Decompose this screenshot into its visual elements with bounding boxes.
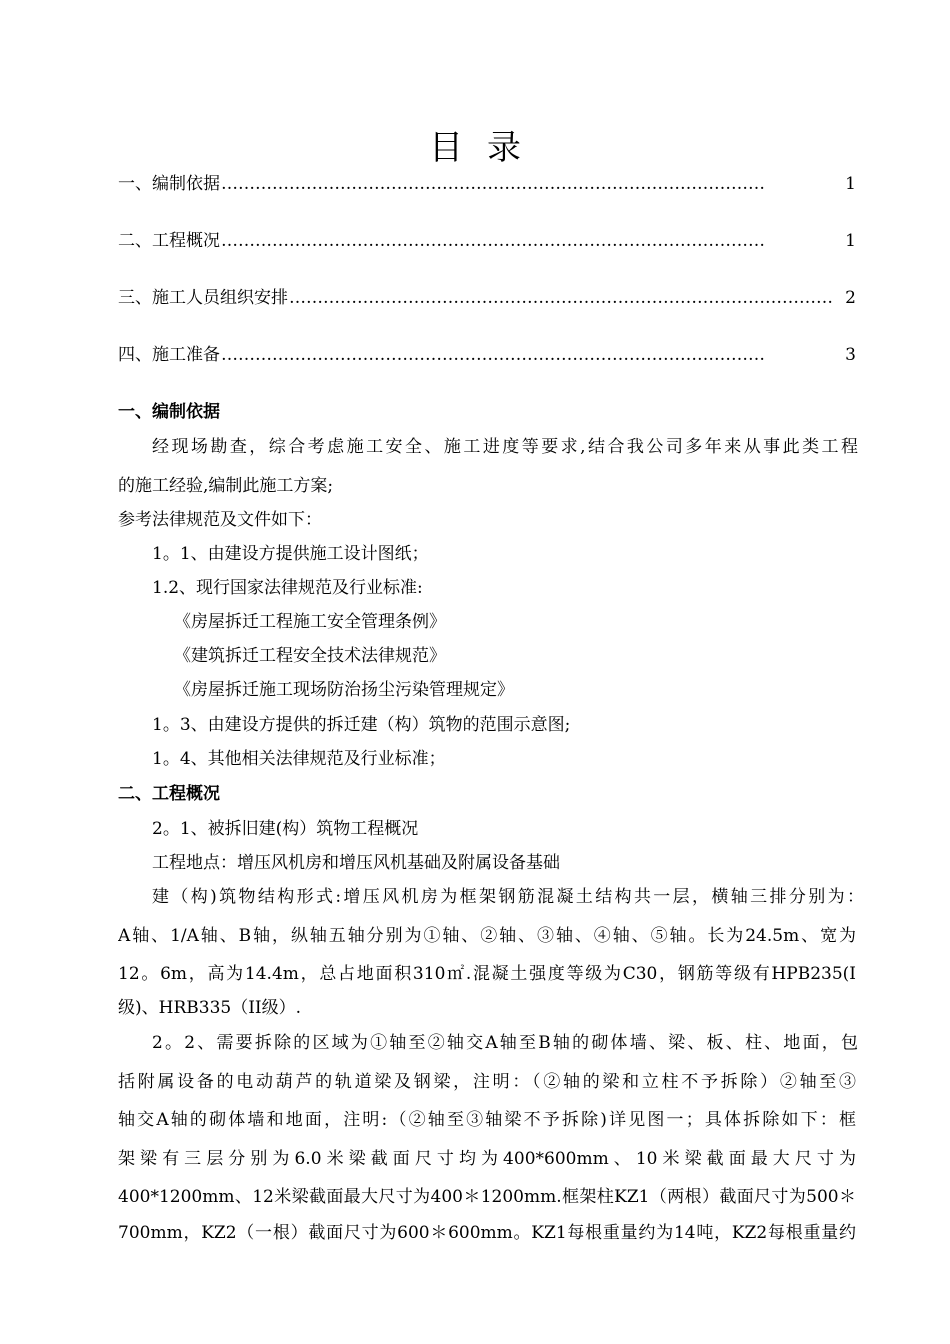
toc-item-label: 二、工程概况 — [118, 231, 220, 251]
paragraph-line: 经现场勘查，综合考虑施工安全、施工进度等要求,结合我公司多年来从事此类工程 — [152, 437, 858, 457]
paragraph-line: 700mm，KZ2（一根）截面尺寸为600＊600mm。KZ1每根重量约为14吨，KZ2每根重量约 — [118, 1223, 856, 1243]
toc-leader-dots: …………………………………………………………………………………… — [289, 288, 833, 308]
list-item: 1。3、由建设方提供的拆迁建（构）筑物的范围示意图; — [152, 715, 571, 735]
toc-item[interactable] — [118, 228, 856, 254]
toc-item-label: 一、编制依据 — [118, 174, 220, 194]
regulation-title: 《房屋拆迁工程施工安全管理条例》 — [174, 612, 446, 632]
paragraph-line: 轴交A轴的砌体墙和地面，注明:（②轴至③轴梁不予拆除)详见图一；具体拆除如下：框 — [118, 1110, 856, 1130]
paragraph-line: 2。2、需要拆除的区域为①轴至②轴交A轴至B轴的砌体墙、梁、板、柱、地面，包 — [152, 1033, 858, 1053]
toc-item[interactable] — [118, 342, 856, 368]
regulation-title: 《房屋拆迁施工现场防治扬尘污染管理规定》 — [174, 680, 514, 700]
paragraph-line: 12。6m，高为14.4m，总占地面积310㎡.混凝土强度等级为C30，钢筋等级有HPB235(I — [118, 964, 856, 984]
paragraph-line: 建（构)筑物结构形式:增压风机房为框架钢筋混凝土结构共一层，横轴三排分别为： — [152, 887, 864, 907]
toc-item-page: 3 — [845, 345, 856, 365]
section-heading: 一、编制依据 — [118, 402, 220, 422]
paragraph-line: 括附属设备的电动葫芦的轨道梁及钢梁，注明：（②轴的梁和立柱不予拆除）②轴至③ — [118, 1072, 856, 1092]
paragraph-line: A轴、1/A轴、B轴，纵轴五轴分别为①轴、②轴、③轴、④轴、⑤轴。长为24.5m、宽为 — [118, 926, 856, 946]
toc-title: 目录 — [429, 128, 545, 168]
list-item: 1.2、现行国家法律规范及行业标准: — [152, 578, 423, 598]
paragraph-line: 级)、HRB335（II级）. — [118, 998, 302, 1018]
toc-item-page: 1 — [845, 231, 856, 251]
paragraph-line: 的施工经验,编制此施工方案; — [118, 476, 334, 496]
toc-item-label: 三、施工人员组织安排 — [118, 288, 288, 308]
paragraph-line: 工程地点：增压风机房和增压风机基础及附属设备基础 — [152, 853, 560, 873]
section-heading: 二、工程概况 — [118, 784, 220, 804]
list-item: 1。1、由建设方提供施工设计图纸； — [152, 544, 429, 564]
paragraph-line: 架梁有三层分别为6.0米梁截面尺寸均为400*600mm、10米梁截面最大尺寸为 — [118, 1149, 856, 1169]
toc-item-label: 四、施工准备 — [118, 345, 220, 365]
toc-item-page: 1 — [845, 174, 856, 194]
toc-item[interactable] — [118, 285, 856, 311]
paragraph-line: 2。1、被拆旧建(构）筑物工程概况 — [152, 819, 419, 839]
paragraph-line: 400*1200mm、12米梁截面最大尺寸为400＊1200mm.框架柱KZ1（两根）截面尺寸为500＊ — [118, 1187, 856, 1207]
toc-item[interactable] — [118, 171, 856, 197]
toc-item-page: 2 — [845, 288, 856, 308]
toc-leader-dots: …………………………………………………………………………………… — [221, 174, 765, 194]
list-item: 1。4、其他相关法律规范及行业标准； — [152, 749, 446, 769]
toc-leader-dots: …………………………………………………………………………………… — [221, 345, 765, 365]
toc-leader-dots: …………………………………………………………………………………… — [221, 231, 765, 251]
regulation-title: 《建筑拆迁工程安全技术法律规范》 — [174, 646, 446, 666]
paragraph-line: 参考法律规范及文件如下： — [118, 510, 322, 530]
